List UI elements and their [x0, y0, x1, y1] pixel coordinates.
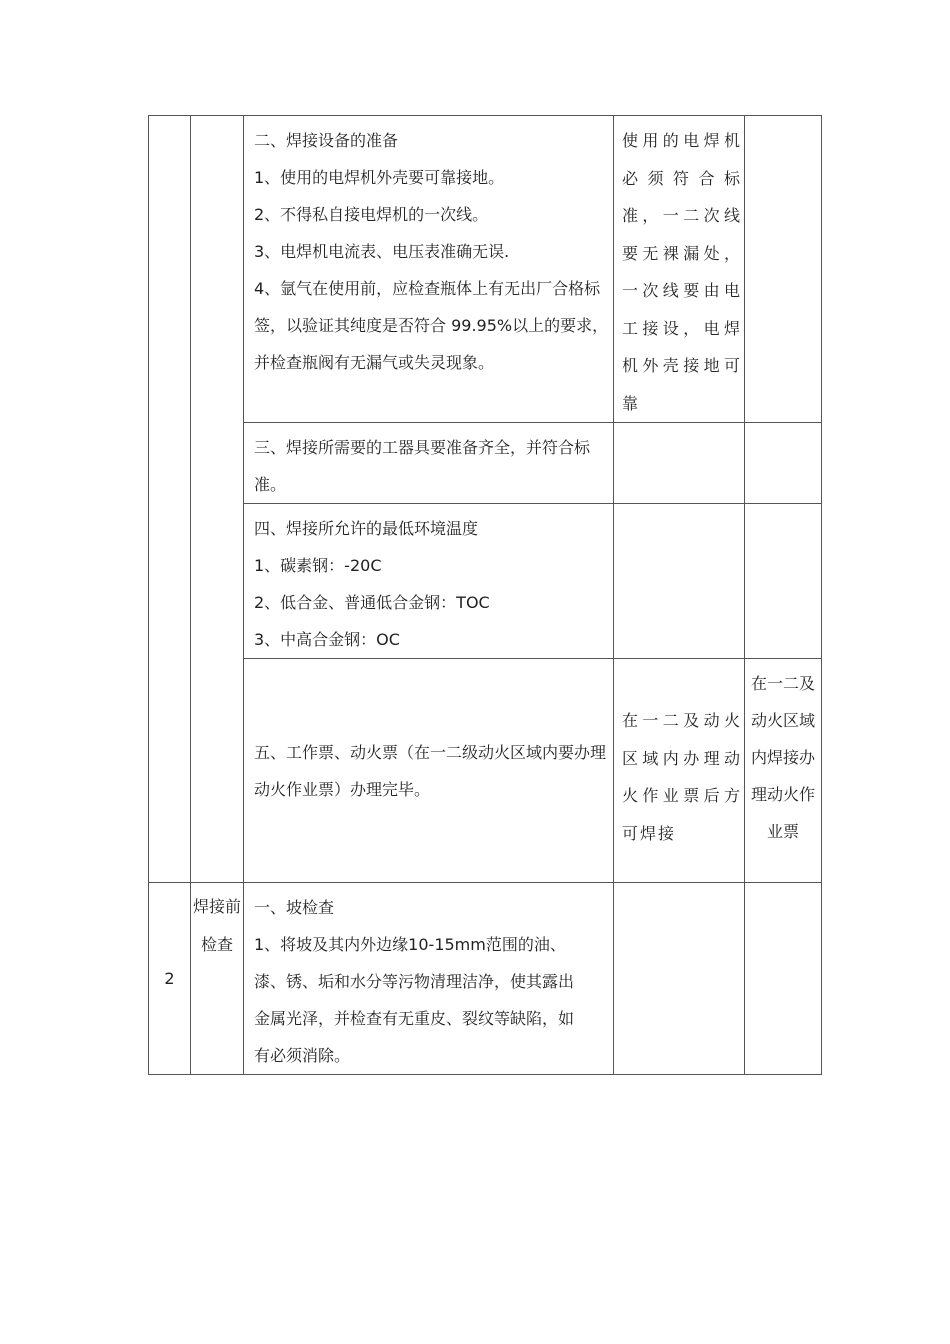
- content-cell: [244, 504, 614, 659]
- remark-cell: [745, 116, 822, 423]
- content-line: 1、将坡及其内外边缘10-15mm范围的油、漆、锈、垢和水分等污物清理洁净，使其露出金属光泽，并检查有无重皮、裂纹等缺陷，如有必须消除。: [254, 935, 575, 1065]
- note-text: 使用的电焊机必须符合标准，一二次线要无裸漏处，一次线要由电工接设，电焊机外壳接地可靠: [622, 131, 742, 413]
- procedure-table: [148, 115, 822, 1075]
- note-text: 在一二及动火区域内办理动火作业票后方可焊接: [622, 711, 742, 843]
- content-line: 五、工作票、动火票（在一二级动火区域内要办理动火作业票）办理完毕。: [254, 742, 607, 799]
- note-cell: [614, 659, 745, 883]
- content-line: 1、使用的电焊机外壳要可靠接地。: [254, 168, 505, 187]
- content-line: 4、氩气在使用前，应检查瓶体上有无出厂合格标签，以验证其纯度是否符合 99.95%以上的要求，并检查瓶阀有无漏气或失灵现象。: [254, 279, 609, 372]
- content-line: 四、焊接所允许的最低环境温度: [254, 519, 479, 538]
- note-cell: [614, 504, 745, 659]
- remark-cell: [745, 883, 822, 1075]
- content-line: 1、碳素钢：-20C: [254, 556, 382, 575]
- note-text: [614, 423, 744, 429]
- row-number: 2: [149, 883, 191, 1075]
- content-line: 3、电焊机电流表、电压表准确无误.: [254, 242, 510, 261]
- remark-text: [745, 116, 821, 122]
- note-text: [614, 883, 744, 889]
- number-cell: [149, 116, 191, 883]
- remark-text: 在一二及动火区域内焊接办理动火作业票: [750, 674, 815, 841]
- content-line: 3、中高合金钢：OC: [254, 630, 400, 649]
- content-cell: [244, 423, 614, 504]
- content-line: 2、低合金、普通低合金钢：TOC: [254, 593, 490, 612]
- remark-text: [745, 883, 821, 889]
- content-line: 二、焊接设备的准备: [254, 131, 399, 150]
- table-row: [149, 883, 822, 1075]
- note-cell: [614, 116, 745, 423]
- content-line: 三、焊接所需要的工器具要准备齐全，并符合标准。: [254, 438, 591, 494]
- title-cell: [191, 116, 244, 883]
- title-cell: [191, 883, 244, 1075]
- remark-cell: [745, 659, 822, 883]
- table-row: [149, 116, 822, 423]
- content-cell: [244, 659, 614, 883]
- remark-text: [745, 423, 821, 429]
- content-cell: [244, 883, 614, 1075]
- content-cell: [244, 116, 614, 423]
- note-text: [614, 504, 744, 510]
- content-line: 一、坡检查: [254, 898, 335, 917]
- remark-text: [745, 504, 821, 510]
- table-row: [149, 504, 822, 659]
- remark-cell: [745, 504, 822, 659]
- content-line: 2、不得私自接电焊机的一次线。: [254, 205, 489, 224]
- note-cell: [614, 423, 745, 504]
- note-cell: [614, 883, 745, 1075]
- table-row: [149, 423, 822, 504]
- remark-cell: [745, 423, 822, 504]
- table-row: [149, 659, 822, 883]
- row-title: 焊接前检查: [192, 897, 241, 954]
